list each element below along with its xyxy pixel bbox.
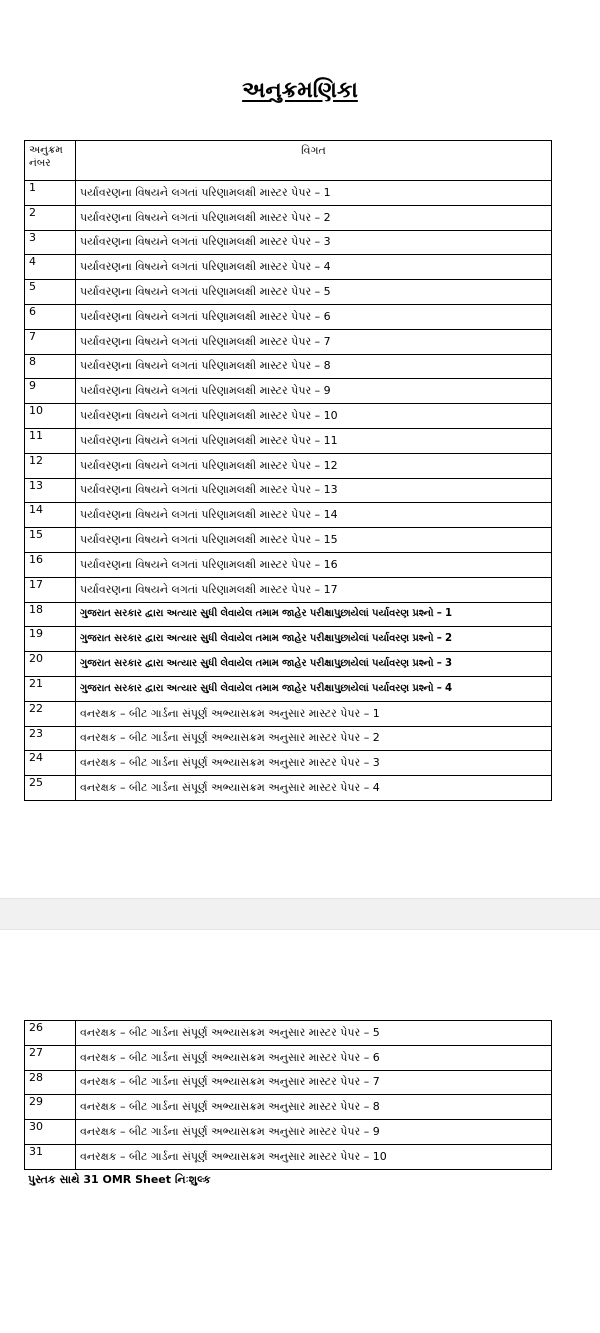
table-row	[25, 181, 552, 206]
row-detail: વનરક્ષક – બીટ ગાર્ડના સંપૂર્ણ અભ્યાસક્રમ અનુસાર માસ્ટર પેપર – 4	[76, 776, 552, 801]
row-number: 9	[25, 379, 76, 404]
row-detail: પર્યાવરણના વિષયને લગતાં પરિણામલક્ષી માસ્ટર પેપર – 10	[76, 404, 552, 429]
row-number: 3	[25, 230, 76, 255]
table-row	[25, 726, 552, 751]
row-number: 27	[25, 1045, 76, 1070]
row-number: 19	[25, 627, 76, 652]
row-number: 8	[25, 354, 76, 379]
row-number: 12	[25, 453, 76, 478]
row-detail: વનરક્ષક – બીટ ગાર્ડના સંપૂર્ણ અભ્યાસક્રમ અનુસાર માસ્ટર પેપર – 9	[76, 1120, 552, 1145]
index-table	[24, 140, 552, 801]
row-number: 10	[25, 404, 76, 429]
table-row	[25, 304, 552, 329]
table-row	[25, 428, 552, 453]
index-table-body	[25, 181, 552, 801]
column-header-detail: વિગત	[76, 141, 552, 181]
row-detail: વનરક્ષક – બીટ ગાર્ડના સંપૂર્ણ અભ્યાસક્રમ અનુસાર માસ્ટર પેપર – 7	[76, 1070, 552, 1095]
row-detail: પર્યાવરણના વિષયને લગતાં પરિણામલક્ષી માસ્ટર પેપર – 17	[76, 577, 552, 602]
table-row	[25, 379, 552, 404]
row-detail: વનરક્ષક – બીટ ગાર્ડના સંપૂર્ણ અભ્યાસક્રમ અનુસાર માસ્ટર પેપર – 2	[76, 726, 552, 751]
table-row	[25, 255, 552, 280]
table-row	[25, 354, 552, 379]
table-row	[25, 552, 552, 577]
table-row	[25, 404, 552, 429]
row-detail: ગુજરાત સરકાર દ્વારા અત્યાર સુધી લેવાયેલ તમામ જાહેર પરીક્ષાપુછાયેલાં પર્યાવરણ પ્રશ્નો – 2	[76, 627, 552, 652]
row-number: 11	[25, 428, 76, 453]
table-row	[25, 652, 552, 677]
row-detail: વનરક્ષક – બીટ ગાર્ડના સંપૂર્ણ અભ્યાસક્રમ અનુસાર માસ્ટર પેપર – 8	[76, 1095, 552, 1120]
table-row	[25, 1021, 552, 1046]
column-header-number	[25, 141, 76, 181]
row-detail: પર્યાવરણના વિષયને લગતાં પરિણામલક્ષી માસ્ટર પેપર – 7	[76, 329, 552, 354]
row-detail: પર્યાવરણના વિષયને લગતાં પરિણામલક્ષી માસ્ટર પેપર – 11	[76, 428, 552, 453]
row-number: 14	[25, 503, 76, 528]
row-number: 22	[25, 701, 76, 726]
table-header-row	[25, 141, 552, 181]
table-row	[25, 701, 552, 726]
row-number: 4	[25, 255, 76, 280]
row-number: 29	[25, 1095, 76, 1120]
row-detail: વનરક્ષક – બીટ ગાર્ડના સંપૂર્ણ અભ્યાસક્રમ અનુસાર માસ્ટર પેપર – 10	[76, 1144, 552, 1169]
row-number: 31	[25, 1144, 76, 1169]
row-detail: પર્યાવરણના વિષયને લગતાં પરિણામલક્ષી માસ્ટર પેપર – 15	[76, 528, 552, 553]
table-row	[25, 1095, 552, 1120]
row-detail: પર્યાવરણના વિષયને લગતાં પરિણામલક્ષી માસ્ટર પેપર – 8	[76, 354, 552, 379]
row-number: 26	[25, 1021, 76, 1046]
row-number: 6	[25, 304, 76, 329]
row-number: 5	[25, 280, 76, 305]
table-row	[25, 280, 552, 305]
table-row	[25, 503, 552, 528]
row-number: 30	[25, 1120, 76, 1145]
document-page-2	[0, 930, 600, 1333]
table-row	[25, 453, 552, 478]
table-row	[25, 577, 552, 602]
row-detail: પર્યાવરણના વિષયને લગતાં પરિણામલક્ષી માસ્ટર પેપર – 1	[76, 181, 552, 206]
row-detail: ગુજરાત સરકાર દ્વારા અત્યાર સુધી લેવાયેલ તમામ જાહેર પરીક્ષાપુછાયેલાં પર્યાવરણ પ્રશ્નો – 3	[76, 652, 552, 677]
row-detail: પર્યાવરણના વિષયને લગતાં પરિણામલક્ષી માસ્ટર પેપર – 4	[76, 255, 552, 280]
row-detail: પર્યાવરણના વિષયને લગતાં પરિણામલક્ષી માસ્ટર પેપર – 9	[76, 379, 552, 404]
header-number-line2: નંબર	[29, 157, 51, 169]
table-row	[25, 776, 552, 801]
table-row	[25, 1144, 552, 1169]
table-row	[25, 230, 552, 255]
row-detail: પર્યાવરણના વિષયને લગતાં પરિણામલક્ષી માસ્ટર પેપર – 6	[76, 304, 552, 329]
row-number: 21	[25, 676, 76, 701]
row-detail: પર્યાવરણના વિષયને લગતાં પરિણામલક્ષી માસ્ટર પેપર – 5	[76, 280, 552, 305]
row-number: 1	[25, 181, 76, 206]
row-number: 18	[25, 602, 76, 627]
row-detail: પર્યાવરણના વિષયને લગતાં પરિણામલક્ષી માસ્ટર પેપર – 13	[76, 478, 552, 503]
row-detail: ગુજરાત સરકાર દ્વારા અત્યાર સુધી લેવાયેલ તમામ જાહેર પરીક્ષાપુછાયેલાં પર્યાવરણ પ્રશ્નો – 1	[76, 602, 552, 627]
row-number: 2	[25, 205, 76, 230]
table-row	[25, 1120, 552, 1145]
page-title: અનુક્રમણિકા	[242, 78, 358, 103]
row-detail: પર્યાવરણના વિષયને લગતાં પરિણામલક્ષી માસ્ટર પેપર – 12	[76, 453, 552, 478]
table-row	[25, 205, 552, 230]
table-row	[25, 528, 552, 553]
row-detail: ગુજરાત સરકાર દ્વારા અત્યાર સુધી લેવાયેલ તમામ જાહેર પરીક્ષાપુછાયેલાં પર્યાવરણ પ્રશ્નો – 4	[76, 676, 552, 701]
row-number: 13	[25, 478, 76, 503]
row-number: 7	[25, 329, 76, 354]
row-detail: પર્યાવરણના વિષયને લગતાં પરિણામલક્ષી માસ્ટર પેપર – 3	[76, 230, 552, 255]
row-number: 20	[25, 652, 76, 677]
footer-note: પુસ્તક સાથે 31 OMR Sheet નિઃશુલ્ક	[28, 1173, 211, 1186]
row-number: 17	[25, 577, 76, 602]
header-number-line1: અનુક્રમ	[29, 144, 63, 156]
row-detail: વનરક્ષક – બીટ ગાર્ડના સંપૂર્ણ અભ્યાસક્રમ અનુસાર માસ્ટર પેપર – 3	[76, 751, 552, 776]
row-number: 25	[25, 776, 76, 801]
index-table-continued	[24, 1020, 552, 1170]
table-row	[25, 1045, 552, 1070]
row-number: 15	[25, 528, 76, 553]
page-separator	[0, 898, 600, 930]
row-number: 23	[25, 726, 76, 751]
table-row	[25, 478, 552, 503]
index-table-body-continued	[25, 1021, 552, 1170]
table-row	[25, 751, 552, 776]
table-row	[25, 1070, 552, 1095]
row-detail: વનરક્ષક – બીટ ગાર્ડના સંપૂર્ણ અભ્યાસક્રમ અનુસાર માસ્ટર પેપર – 5	[76, 1021, 552, 1046]
row-detail: પર્યાવરણના વિષયને લગતાં પરિણામલક્ષી માસ્ટર પેપર – 14	[76, 503, 552, 528]
row-number: 28	[25, 1070, 76, 1095]
row-detail: વનરક્ષક – બીટ ગાર્ડના સંપૂર્ણ અભ્યાસક્રમ અનુસાર માસ્ટર પેપર – 1	[76, 701, 552, 726]
row-detail: પર્યાવરણના વિષયને લગતાં પરિણામલક્ષી માસ્ટર પેપર – 16	[76, 552, 552, 577]
table-row	[25, 329, 552, 354]
table-row	[25, 676, 552, 701]
row-number: 24	[25, 751, 76, 776]
table-row	[25, 602, 552, 627]
table-row	[25, 627, 552, 652]
row-detail: વનરક્ષક – બીટ ગાર્ડના સંપૂર્ણ અભ્યાસક્રમ અનુસાર માસ્ટર પેપર – 6	[76, 1045, 552, 1070]
row-detail: પર્યાવરણના વિષયને લગતાં પરિણામલક્ષી માસ્ટર પેપર – 2	[76, 205, 552, 230]
row-number: 16	[25, 552, 76, 577]
